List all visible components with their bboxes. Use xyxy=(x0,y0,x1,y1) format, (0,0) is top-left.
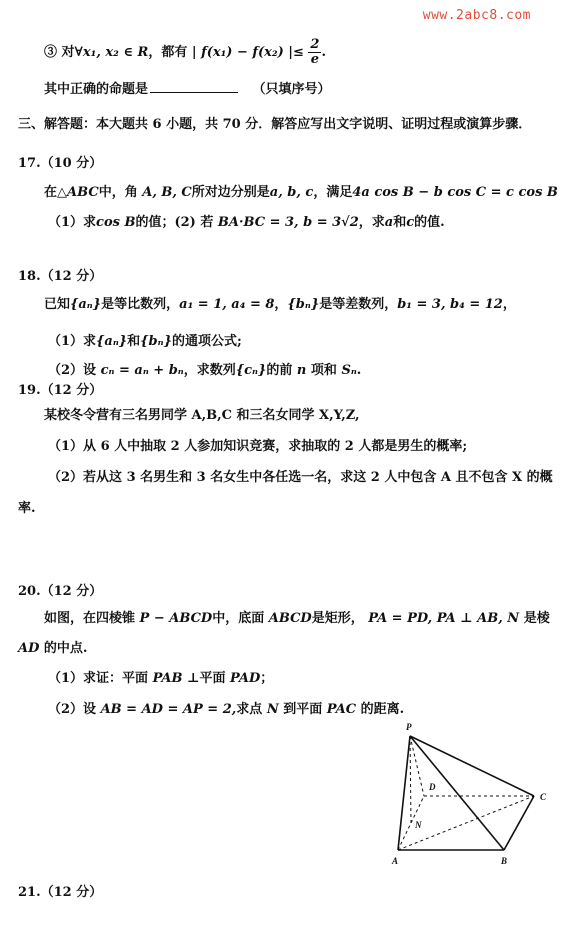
text: （1）求 xyxy=(48,215,97,230)
text: ， xyxy=(274,297,288,312)
math: a₁ = 1, a₄ = 8 xyxy=(179,297,275,312)
edge-bc xyxy=(504,796,534,850)
math: {aₙ} xyxy=(96,334,128,349)
question-19-sub2-cont: 率. xyxy=(18,501,36,516)
text: 如图，在四棱锥 xyxy=(44,611,136,626)
text: 的值；(2) 若 xyxy=(135,215,214,230)
text: 对∀ xyxy=(61,45,83,60)
math: n xyxy=(296,363,307,378)
text: 的值. xyxy=(414,215,445,230)
text: 是等比数列， xyxy=(101,297,180,312)
edge-pb xyxy=(410,736,504,850)
answer-blank xyxy=(150,80,238,93)
item-3 xyxy=(44,38,326,67)
question-20-sub1 xyxy=(48,670,273,688)
question-19-intro: 某校冬令营有三名男同学 A,B,C 和三名女同学 X,Y,Z, xyxy=(44,408,360,423)
fill-prompt xyxy=(44,80,331,99)
watermark: www.2abc8.com xyxy=(422,8,531,23)
math: cos B xyxy=(96,215,136,230)
text: （2）设 xyxy=(48,702,97,717)
text: 求点 xyxy=(236,702,263,717)
math: {cₙ} xyxy=(235,363,267,378)
math: BA·BC = 3, b = 3√2 xyxy=(217,215,359,230)
math: {bₙ} xyxy=(140,334,172,349)
math: a, b, c xyxy=(269,185,314,200)
text: 是等差数列， xyxy=(319,297,398,312)
label-b: B xyxy=(501,856,508,866)
text: . xyxy=(356,363,362,378)
math: | f(x₁) − f(x₂) |≤ xyxy=(191,45,304,60)
text: 中，底面 xyxy=(212,611,265,626)
question-17-line2 xyxy=(48,214,445,232)
fraction-numerator: 2 xyxy=(310,37,320,52)
math: A, B, C xyxy=(142,185,192,200)
math: AB = AD = AP = 2, xyxy=(100,702,237,717)
text: 的中点. xyxy=(43,641,88,656)
math: △ABC xyxy=(57,185,99,200)
math: cₙ = aₙ + bₙ xyxy=(100,363,184,378)
question-19-header: 19.（12 分） xyxy=(18,383,103,398)
text: ，求数列 xyxy=(183,363,236,378)
math: PAB xyxy=(152,671,183,686)
text: ，求 xyxy=(358,215,385,230)
math: PA = PD, PA ⊥ AB, N xyxy=(368,611,520,626)
math: b₁ = 3, b₄ = 12 xyxy=(397,297,503,312)
math: c xyxy=(406,215,415,230)
math: {aₙ} xyxy=(70,297,102,312)
text: 和 xyxy=(393,215,407,230)
math: PAC xyxy=(326,702,357,717)
text: ，都有 xyxy=(148,45,188,60)
label-c: C xyxy=(540,792,547,802)
text: （只填序号） xyxy=(252,82,331,97)
math: a xyxy=(384,215,394,230)
math: N xyxy=(266,702,279,717)
text: 的通项公式; xyxy=(171,334,242,349)
text: 所对边分别是 xyxy=(191,185,270,200)
text: 是棱 xyxy=(523,611,550,626)
question-18-header: 18.（12 分） xyxy=(18,269,103,284)
question-18-line1 xyxy=(44,296,516,314)
question-20-line1 xyxy=(44,610,550,628)
math: Sₙ xyxy=(341,363,357,378)
text: 是矩形， xyxy=(311,611,364,626)
text: 的前 xyxy=(266,363,293,378)
label-n: N xyxy=(415,820,422,830)
question-18-sub1 xyxy=(48,333,242,351)
question-17-header: 17.（10 分） xyxy=(18,156,103,171)
question-21-header: 21.（12 分） xyxy=(18,885,103,900)
question-20-sub2 xyxy=(48,701,404,719)
text: 和 xyxy=(127,334,141,349)
question-20-line2 xyxy=(18,640,87,658)
label-a: A xyxy=(392,856,399,866)
text: 已知 xyxy=(44,297,71,312)
question-19-sub1: （1）从 6 人中抽取 2 人参加知识竞赛，求抽取的 2 人都是男生的概率; xyxy=(48,439,468,454)
text: 的距离. xyxy=(360,702,405,717)
fraction xyxy=(308,38,321,67)
math: 4a cos B − b cos C = c cos B xyxy=(352,185,558,200)
text: ， xyxy=(502,297,516,312)
math: {bₙ} xyxy=(287,297,320,312)
text: 项和 xyxy=(310,363,337,378)
label-d: D xyxy=(429,782,436,792)
math: ABCD xyxy=(268,611,312,626)
text: 平面 xyxy=(199,671,226,686)
text: （2）设 xyxy=(48,363,97,378)
math: PAD xyxy=(230,671,261,686)
text: 在 xyxy=(44,185,58,200)
item-marker: ③ xyxy=(44,45,58,60)
text: 到平面 xyxy=(283,702,323,717)
text: ； xyxy=(260,671,274,686)
section-heading: 三、解答题：本大题共 6 小题，共 70 分．解答应写出文字说明、证明过程或演算步骤． xyxy=(18,117,532,132)
math: AD xyxy=(18,641,40,656)
question-20-header: 20.（12 分） xyxy=(18,584,103,599)
text: （1）求证：平面 xyxy=(48,671,149,686)
text: . xyxy=(321,45,326,60)
math: P − ABCD xyxy=(139,611,213,626)
text: （1）求 xyxy=(48,334,97,349)
fraction-denominator: e xyxy=(310,52,320,67)
pyramid-figure xyxy=(386,720,566,870)
text: ⊥ xyxy=(187,671,200,686)
text: ，满足 xyxy=(313,185,353,200)
question-18-sub2 xyxy=(48,362,361,380)
math: x₁, x₂ ∈ R xyxy=(82,45,149,60)
label-p: P xyxy=(406,722,412,732)
text: 中，角 xyxy=(98,185,138,200)
text: 其中正确的命题是 xyxy=(44,82,149,97)
question-19-sub2: （2）若从这 3 名男生和 3 名女生中各任选一名，求这 2 人中包含 A 且不包含 X 的概 xyxy=(48,470,553,485)
segment-pn-hidden xyxy=(410,736,411,823)
question-17-line1 xyxy=(44,184,558,202)
edge-pa xyxy=(398,736,410,850)
